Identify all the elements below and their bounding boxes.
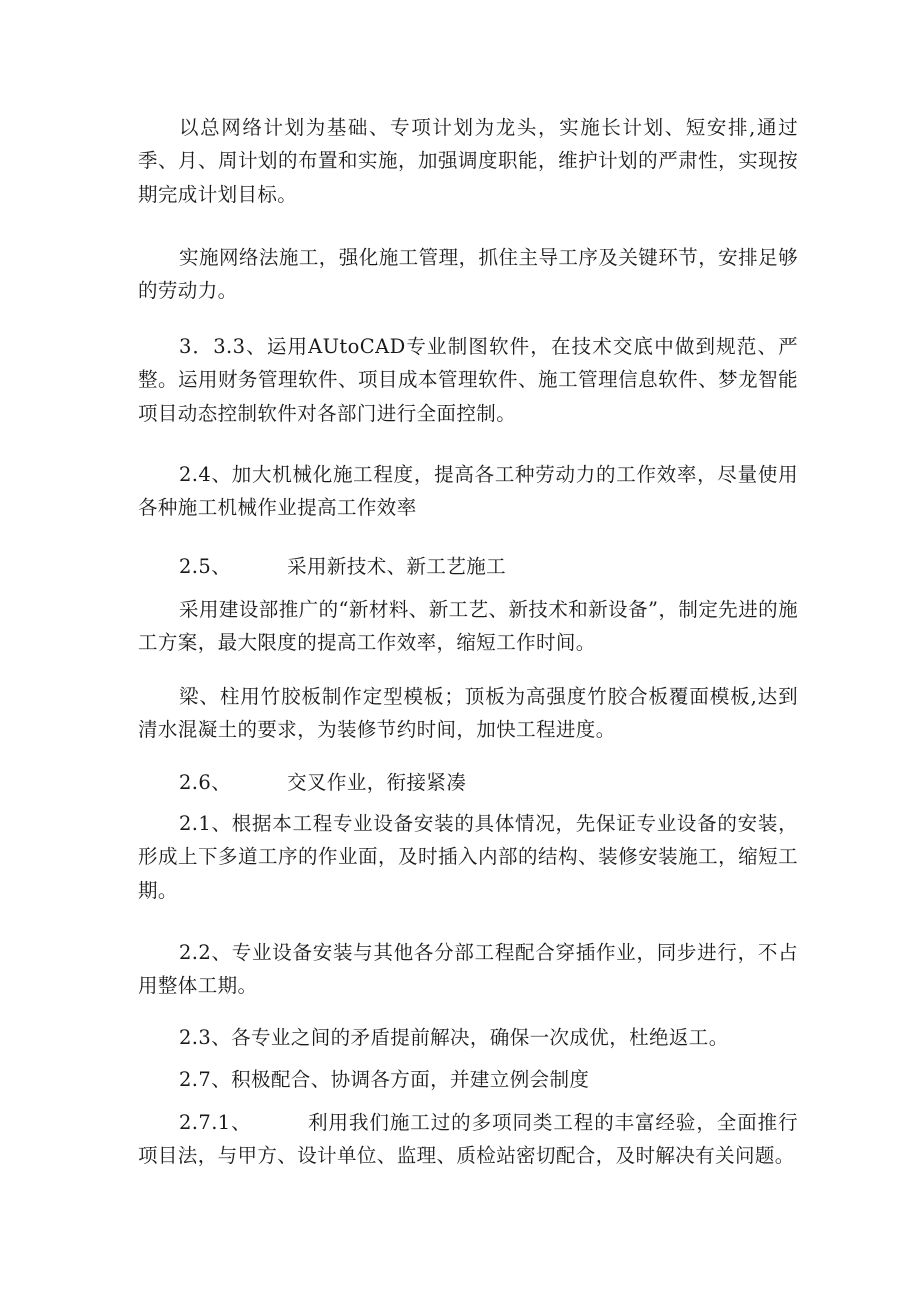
heading-title: 交叉作业，衔接紧凑	[287, 771, 467, 794]
paragraph-11: 2.3、各专业之间的矛盾提前解决，确保一次成优，杜绝返工。	[179, 1026, 729, 1049]
paragraph-body: 利用我们施工过的多项同类工程的丰富经验，全面推行项目法，与甲方、设计单位、监理、质检站密切配合，及时解决有关问题。	[138, 1111, 798, 1168]
paragraph-number: 2.7.1、	[179, 1111, 252, 1134]
paragraph-2: 实施网络法施工，强化施工管理，抓住主导工序及关键环节，安排足够的劳动力。	[138, 246, 798, 303]
paragraph-6: 采用建设部推广的“新材料、新工艺、新技术和新设备”，制定先进的施工方案，最大限度的提高工作效率，缩短工作时间。	[138, 598, 798, 655]
heading-2-6	[138, 766, 798, 799]
heading-number: 2.6、	[179, 771, 232, 794]
paragraph-4: 2.4、加大机械化施工程度，提高各工种劳动力的工作效率，尽量使用各种施工机械作业提高工作效率	[138, 463, 798, 520]
paragraph-3: 3．3.3、运用AUtoCAD专业制图软件，在技术交底中做到规范、严整。运用财务管理软件、项目成本管理软件、施工管理信息软件、梦龙智能项目动态控制软件对各部门进行全面控制。	[138, 335, 798, 425]
heading-number: 2.5、	[179, 555, 232, 578]
paragraph-12: 2.7、积极配合、协调各方面，并建立例会制度	[179, 1068, 590, 1091]
paragraph-7: 梁、柱用竹胶板制作定型模板；顶板为高强度竹胶合板覆面模板,达到清水混凝土的要求，为装修节约时间，加快工程进度。	[138, 685, 798, 742]
heading-2-5	[138, 550, 798, 583]
paragraph-9: 2.1、根据本工程专业设备安装的具体情况，先保证专业设备的安装，形成上下多道工序的作业面，及时插入内部的结构、装修安装施工，缩短工期。	[138, 812, 798, 902]
paragraph-1: 以总网络计划为基础、专项计划为龙头，实施长计划、短安排,通过季、月、周计划的布置和实施，加强调度职能，维护计划的严肃性，实现按期完成计划目标。	[138, 116, 798, 206]
paragraph-10: 2.2、专业设备安装与其他各分部工程配合穿插作业，同步进行，不占用整体工期。	[138, 941, 798, 998]
heading-title: 采用新技术、新工艺施工	[287, 555, 507, 578]
paragraph-13	[138, 1106, 798, 1173]
